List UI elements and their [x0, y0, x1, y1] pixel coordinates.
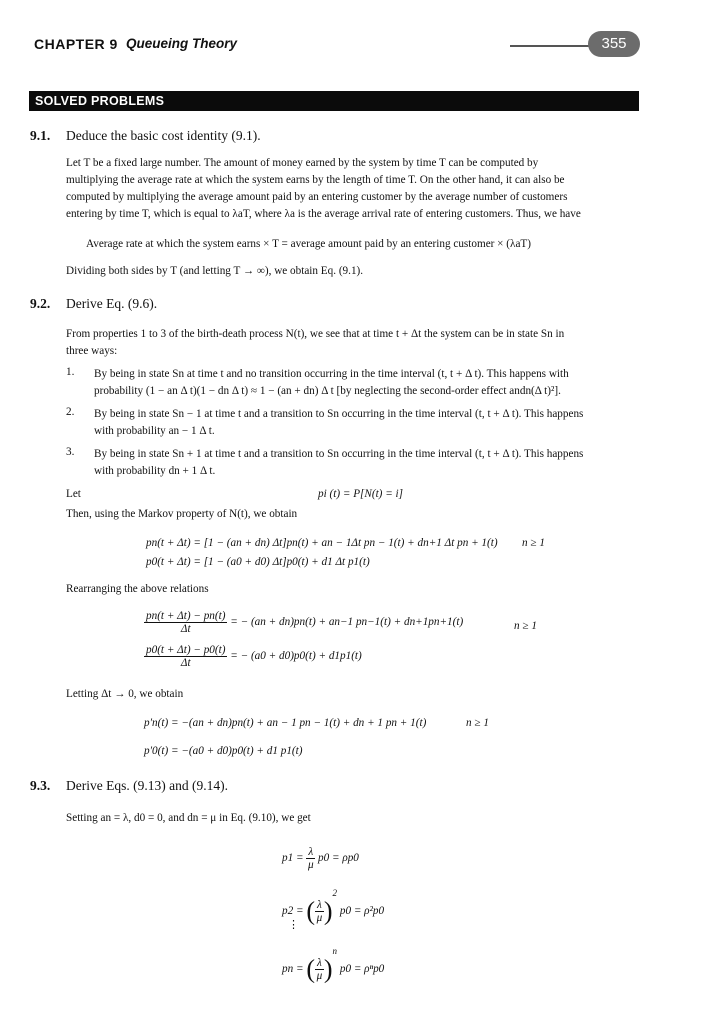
equation-rhs: p0 = ρp0: [318, 852, 359, 865]
list-item-line: By being in state Sn at time t and no transition occurring in the time interval (t, t + Δ t). This happens with: [94, 368, 569, 380]
problem-number: 9.1.: [30, 128, 51, 143]
equation-lhs: pn =: [282, 963, 304, 975]
list-item-line: By being in state Sn − 1 at time t and a transition to Sn occurring in the time interval (t, t + Δ t). This happens: [94, 408, 584, 420]
equation-condition: n ≥ 1: [514, 620, 537, 632]
equation: p′0(t) = −(a0 + d0)p0(t) + d1 p1(t): [144, 745, 303, 757]
page-number-badge: 355: [588, 31, 640, 57]
equation-lhs: p2 =: [282, 905, 304, 917]
fraction: [315, 957, 324, 982]
fraction-denominator: μ: [316, 969, 323, 982]
vertical-ellipsis: ⋮: [288, 919, 300, 931]
equation-rhs: = − (a0 + d0)p0(t) + d1p1(t): [230, 650, 362, 663]
equation: pn(t + Δt) = [1 − (an + dn) Δt]pn(t) + an − 1Δt pn − 1(t) + dn+1 Δt pn + 1(t): [146, 537, 498, 549]
problem-number: 9.3.: [30, 778, 51, 793]
problem-title: Derive Eqs. (9.13) and (9.14).: [66, 778, 228, 793]
paragraph-line: entering by time T, which is equal to λaT, where λa is the average arrival rate of entering customers. Thus, we have: [66, 208, 581, 220]
equation-rhs: = − (an + dn)pn(t) + an−1 pn−1(t) + dn+1pn+1(t): [230, 616, 464, 629]
paren-close: ): [323, 896, 333, 926]
fraction-denominator: μ: [307, 859, 314, 871]
equation: p0(t + Δt) = [1 − (a0 + d0) Δt]p0(t) + d1 Δt p1(t): [146, 556, 370, 568]
problem-number: 9.2.: [30, 296, 51, 311]
list-item-line: probability (1 − an Δ t)(1 − dn Δ t) ≈ 1 − (an + dn) Δ t [by neglecting the second-order effect andn(Δ t)²].: [94, 385, 561, 397]
paragraph-line: Then, using the Markov property of N(t), we obtain: [66, 508, 298, 520]
equation: [282, 846, 359, 871]
paragraph-line: multiplying the average rate at which the system earns by the length of time T. On the other hand, it can also be: [66, 174, 565, 186]
exponent: n: [332, 946, 338, 956]
fraction: [306, 846, 315, 871]
fraction-numerator: pn(t + Δt) − pn(t): [146, 610, 226, 622]
paragraph-line: computed by multiplying the average amount paid by an entering customer by the average number of customers: [66, 191, 568, 203]
list-item-number: 3.: [66, 446, 75, 458]
fraction: [144, 644, 227, 669]
fraction-numerator: p0(t + Δt) − p0(t): [146, 644, 226, 656]
equation-lhs: p1 =: [282, 852, 304, 865]
list-item-line: By being in state Sn + 1 at time t and a transition to Sn occurring in the time interval (t, t + Δ t). This happens: [94, 448, 584, 460]
equation-rhs: p0 = ρⁿp0: [339, 963, 385, 975]
problem-title: Derive Eq. (9.6).: [66, 296, 158, 311]
fraction-denominator: Δt: [180, 657, 191, 669]
chapter-title: Queueing Theory: [126, 36, 238, 51]
equation: pi (t) = P[N(t) = i]: [318, 488, 404, 500]
paragraph-line: three ways:: [66, 345, 118, 357]
fraction-numerator: λ: [317, 956, 322, 969]
chapter-label: CHAPTER 9: [34, 36, 118, 52]
fraction-numerator: λ: [317, 898, 322, 911]
equation: [144, 610, 463, 635]
paragraph-line: Letting Δt → 0, we obtain: [66, 688, 184, 700]
list-item-line: with probability an − 1 Δ t.: [94, 425, 215, 437]
let-label: Let: [66, 488, 81, 500]
fraction: [315, 899, 324, 924]
paragraph-line: Rearranging the above relations: [66, 583, 209, 595]
equation: p′n(t) = −(an + dn)pn(t) + an − 1 pn − 1(t) + dn + 1 pn + 1(t): [144, 717, 427, 729]
fraction-denominator: μ: [316, 911, 323, 924]
section-banner: SOLVED PROBLEMS: [29, 91, 639, 111]
problem-title: Deduce the basic cost identity (9.1).: [66, 128, 261, 143]
equation-rhs: p0 = ρ²p0: [339, 905, 385, 917]
paragraph-line: From properties 1 to 3 of the birth-death process N(t), we see that at time t + Δt the system can be in state Sn in: [66, 328, 565, 340]
equation-condition: n ≥ 1: [466, 717, 489, 729]
fraction: [144, 610, 227, 635]
list-item-line: with probability dn + 1 Δ t.: [94, 465, 216, 477]
paragraph-line: Setting an = λ, d0 = 0, and dn = μ in Eq. (9.10), we get: [66, 812, 311, 824]
paren-close: ): [323, 954, 333, 984]
paren-open: (: [306, 896, 316, 926]
paren-open: (: [306, 954, 316, 984]
list-item-number: 1.: [66, 366, 75, 378]
list-item-number: 2.: [66, 406, 75, 418]
exponent: 2: [332, 888, 338, 898]
equation: [282, 946, 384, 984]
paragraph-line: Dividing both sides by T (and letting T → ∞), we obtain Eq. (9.1).: [66, 265, 364, 277]
equation: Average rate at which the system earns × T = average amount paid by an entering customer × (λaT): [86, 238, 531, 250]
equation: [144, 644, 362, 669]
fraction-numerator: λ: [308, 846, 314, 858]
fraction-denominator: Δt: [180, 623, 191, 635]
equation-condition: n ≥ 1: [522, 537, 545, 549]
paragraph-line: Let T be a fixed large number. The amount of money earned by the system by time T can be computed by: [66, 157, 539, 169]
